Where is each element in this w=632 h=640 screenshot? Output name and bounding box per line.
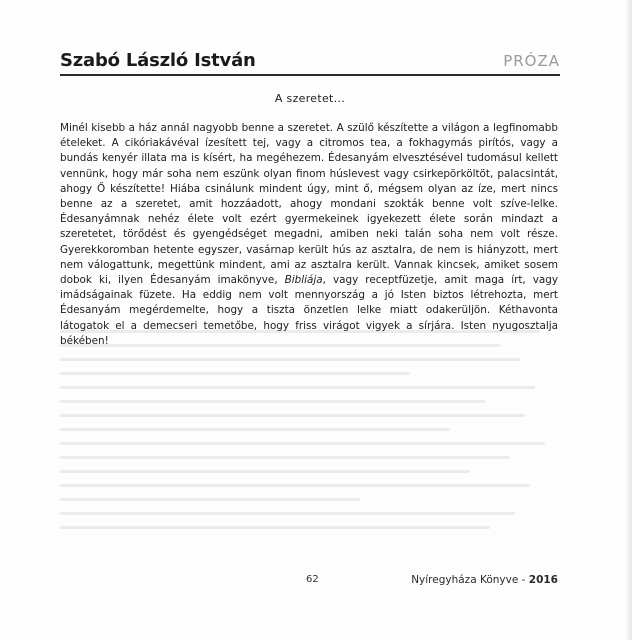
body-line: benne az a szeretet, amit hozzáadott, ahogy mondani szokták benne volt szíve-lelke. <box>60 198 558 211</box>
header-rule <box>60 74 560 76</box>
body-line: bundás kenyér illata ma is kísért, ha megéhezem. Édesanyám elvesztésével tudomásul kellett <box>60 152 558 165</box>
article-title: A szeretet... <box>274 92 346 105</box>
body-line: békében! <box>60 334 109 347</box>
body-line: Gyerekkoromban hetente egyszer, vasárnap került hús az asztalra, de nem is hiányzott, mert <box>60 243 558 256</box>
page-edge-shadow <box>624 0 632 640</box>
body-line: Minél kisebb a ház annál nagyobb benne a szeretet. A szülő készítette a világon a legfinomabb <box>60 122 558 134</box>
body-line: szeretetet, törődést és gyengédséget megadni, amiben neki talán soha nem volt része. <box>60 228 558 241</box>
book-title: Nyíregyháza Könyve - <box>411 574 529 586</box>
body-line: ételeket. A cikóriakávéval ízesített tej, vagy a citromos tea, a fokhagymás pirítós, vagy a <box>60 137 558 150</box>
page-header <box>60 48 560 74</box>
body-line: látogatok el a demecseri temetőbe, hogy friss virágot vigyek a sírjára. Isten nyugosztalja <box>60 319 558 332</box>
page-number: 62 <box>306 574 319 585</box>
body-line: vennünk, hogy már soha nem eszünk olyan finom húslevest vagy csirkepörköltöt, palacsintát, <box>60 167 558 180</box>
bleed-through-shadow <box>60 330 560 560</box>
author-name: Szabó László István <box>60 50 256 71</box>
body-line: Édesanyámnak nehéz élete volt ezért gyermekeinek igyekezett élete során mindazt a <box>60 213 558 226</box>
body-line: nem válogattunk, megettünk mindent, ami az asztalra került. Vannak kincsek, amiket sosem <box>60 258 558 271</box>
body-line: ahogy Ő készítette! Hiába csinálunk mindent úgy, mint ő, mégsem olyan az íze, mert nincs <box>60 182 558 195</box>
book-year: 2016 <box>528 574 558 586</box>
body-line: Édesanyám megérdemelte, hogy a tiszta önzetlen lelke miatt odakerüljön. Kéthavonta <box>60 304 558 317</box>
body-line: imádságainak füzete. Ha eddig nem volt mennyország a jó Isten biztos létrehozta, mert <box>60 289 558 302</box>
body-line: dobok ki, ilyen Édesanyám imakönyve, Bibliája, vagy receptfüzetje, amit maga írt, vagy <box>60 274 558 287</box>
section-label: PRÓZA <box>503 52 560 70</box>
book-footer <box>411 574 558 586</box>
article-body <box>60 121 558 349</box>
